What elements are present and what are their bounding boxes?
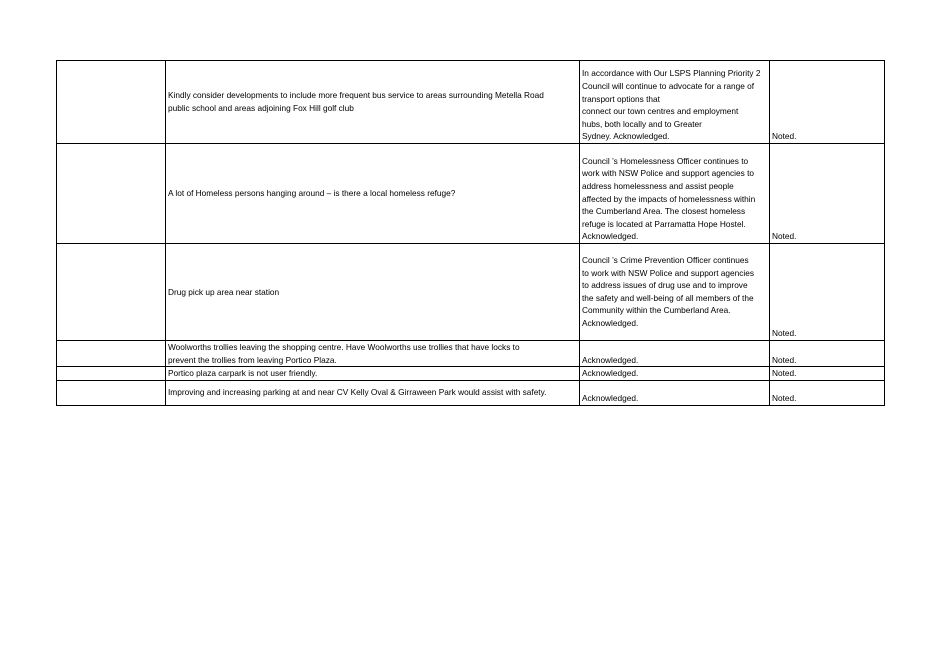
comment-line: Improving and increasing parking at and near CV Kelly Oval & Girraween Park would assist with safety.	[168, 387, 547, 398]
id-cell	[57, 244, 166, 341]
response-line: the Cumberland Area. The closest homeless	[582, 206, 746, 217]
response-line: Council ’s Crime Prevention Officer continues	[582, 255, 749, 265]
outcome-cell	[770, 144, 885, 244]
id-cell	[57, 61, 166, 144]
response-line: transport options that	[582, 93, 660, 104]
table-row	[57, 380, 885, 405]
comment-line: Drug pick up area near station	[168, 286, 280, 297]
response-line: the safety and well-being of all members of the	[582, 292, 754, 303]
response-line: refuge is located at Parramatta Hope Hostel.	[582, 218, 746, 229]
response-line: Sydney. Acknowledged.	[582, 131, 670, 142]
response-line: Acknowledged.	[582, 231, 639, 242]
response-cell	[580, 61, 770, 144]
comment-cell	[166, 144, 580, 244]
response-cell	[580, 380, 770, 405]
response-cell	[580, 341, 770, 367]
feedback-table	[56, 60, 885, 406]
outcome-text: Noted.	[772, 393, 797, 404]
response-line: work with NSW Police and support agencies to	[582, 168, 755, 179]
response-line: Acknowledged.	[582, 393, 639, 404]
response-line: Council will continue to advocate for a range of	[582, 81, 755, 92]
outcome-text: Noted.	[772, 131, 797, 142]
response-line: Council ’s Homelessness Officer continues to	[582, 155, 749, 166]
outcome-cell	[770, 244, 885, 341]
outcome-cell	[770, 341, 885, 367]
id-cell	[57, 144, 166, 244]
response-line: to work with NSW Police and support agencies	[582, 267, 755, 278]
response-line: affected by the impacts of homelessness within	[582, 193, 756, 204]
response-cell	[580, 367, 770, 381]
id-cell	[57, 367, 166, 381]
outcome-text: Noted.	[772, 328, 797, 339]
table-row	[57, 61, 885, 144]
outcome-cell	[770, 367, 885, 381]
response-line: hubs, both locally and to Greater	[582, 118, 702, 129]
comment-line: Kindly consider developments to include more frequent bus service to areas surrounding Metella Road	[168, 90, 544, 101]
outcome-text: Noted.	[772, 354, 797, 365]
response-line: Community within the Cumberland Area.	[582, 305, 731, 316]
response-line: Acknowledged.	[582, 354, 639, 365]
comment-line: Woolworths trollies leaving the shopping centre. Have Woolworths use trollies that have locks to	[168, 342, 520, 352]
id-cell	[57, 380, 166, 405]
response-line: address homelessness and assist people	[582, 181, 734, 192]
response-line: connect our town centres and employment	[582, 106, 739, 117]
comment-cell	[166, 61, 580, 144]
table-row	[57, 244, 885, 341]
table-row	[57, 367, 885, 381]
outcome-text: Noted.	[772, 368, 797, 379]
response-line: In accordance with Our LSPS Planning Priority 2	[582, 68, 761, 79]
response-cell	[580, 244, 770, 341]
table-row	[57, 144, 885, 244]
outcome-cell	[770, 380, 885, 405]
comment-cell	[166, 380, 580, 405]
outcome-text: Noted.	[772, 231, 797, 242]
response-cell	[580, 144, 770, 244]
comment-cell	[166, 367, 580, 381]
comment-line: A lot of Homeless persons hanging around – is there a local homeless refuge?	[168, 188, 456, 199]
outcome-cell	[770, 61, 885, 144]
table-row	[57, 341, 885, 367]
response-line: Acknowledged.	[582, 317, 639, 328]
response-line: Acknowledged.	[582, 368, 639, 379]
id-cell	[57, 341, 166, 367]
comment-cell	[166, 244, 580, 341]
response-line: to address issues of drug use and to improve	[582, 280, 748, 291]
comment-line: public school and areas adjoining Fox Hill golf club	[168, 103, 354, 113]
comment-line: prevent the trollies from leaving Portico Plaza.	[168, 354, 337, 365]
comment-line: Portico plaza carpark is not user friendly.	[168, 368, 318, 379]
comment-cell	[166, 341, 580, 367]
